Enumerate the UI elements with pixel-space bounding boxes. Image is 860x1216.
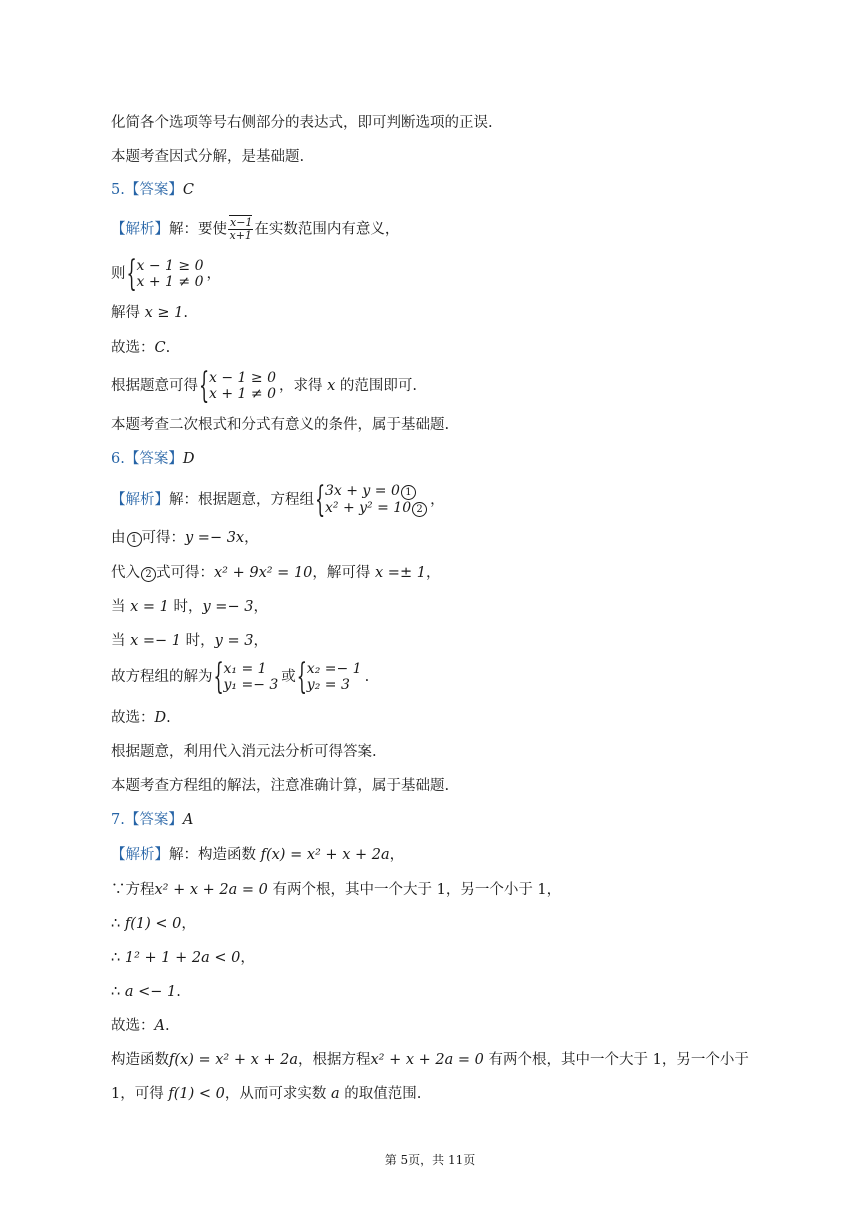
text: ，根据方程 bbox=[298, 1052, 371, 1068]
text: ∴ bbox=[111, 950, 125, 966]
text: 解：要使 bbox=[169, 221, 227, 238]
text: 故选： bbox=[111, 1018, 155, 1034]
text: ，解可得 bbox=[312, 565, 371, 581]
q7-answer-heading bbox=[111, 810, 193, 830]
answer-label: 【答案】 bbox=[124, 182, 183, 198]
math-expression: y =− 3 bbox=[202, 599, 254, 615]
text: 本题考查二次根式和分式有意义的条件，属于基础题. bbox=[111, 417, 450, 433]
q7-analysis-line3 bbox=[111, 914, 196, 934]
math-expression: x² + 9x² = 10 bbox=[214, 565, 313, 581]
q5-analysis-line2 bbox=[111, 258, 221, 290]
q6-analysis-line5 bbox=[111, 631, 268, 651]
text: . bbox=[176, 984, 181, 1000]
math-expression: 1² + 1 + 2a < 0 bbox=[124, 950, 241, 966]
text: 有两个根，其中一个大于 1，另一个小于 bbox=[488, 1052, 749, 1068]
text: ， bbox=[244, 530, 259, 546]
text-line bbox=[111, 147, 304, 167]
system-row: x + 1 ≠ 0 bbox=[209, 386, 276, 402]
text-line bbox=[111, 776, 449, 796]
q6-analysis-line3 bbox=[111, 563, 440, 583]
text: 故选： bbox=[111, 710, 155, 726]
text: 则 bbox=[111, 266, 126, 282]
system-row: { x − 1 ≥ 0 bbox=[209, 370, 276, 386]
math-expression: x² + x + 2a = 0 bbox=[370, 1052, 484, 1068]
system-row: x + 1 ≠ 0 bbox=[136, 274, 204, 290]
system-row: { x₁ = 1 bbox=[223, 661, 267, 677]
system-row: x² + y² = 10 bbox=[325, 500, 412, 516]
math-expression: C bbox=[154, 340, 166, 356]
q5-answer-heading bbox=[111, 180, 194, 200]
text: 化简各个选项等号右侧部分的表达式，即可判断选项的正误. bbox=[111, 115, 493, 131]
q6-analysis-line1 bbox=[111, 483, 445, 517]
page-footer: 第 5页，共 11页 bbox=[384, 1153, 476, 1167]
q6-analysis-line2 bbox=[111, 528, 259, 548]
q7-analysis-line2 bbox=[111, 880, 561, 900]
text: ， bbox=[253, 633, 268, 649]
text: 在实数范围内有意义， bbox=[254, 221, 400, 238]
math-expression: D bbox=[154, 710, 167, 726]
q7-analysis-line7 bbox=[111, 1050, 749, 1070]
solution-system bbox=[298, 661, 362, 693]
system-row: y₁ =− 3 bbox=[223, 677, 279, 693]
question-number: 6. bbox=[111, 451, 125, 467]
math-expression: x = 1 bbox=[130, 599, 169, 615]
text: ， bbox=[181, 916, 196, 932]
math-expression: x bbox=[327, 378, 336, 394]
circled-number: 2 bbox=[141, 567, 156, 582]
q5-analysis-line3 bbox=[111, 303, 188, 323]
analysis-label: 【解析】 bbox=[111, 221, 169, 238]
circled-number: 1 bbox=[127, 532, 142, 547]
text: . bbox=[364, 669, 370, 685]
text-line bbox=[111, 742, 377, 762]
math-expression: a <− 1 bbox=[124, 984, 177, 1000]
math-expression: a bbox=[330, 1086, 340, 1102]
text: 时， bbox=[173, 599, 203, 615]
answer-label: 【答案】 bbox=[124, 812, 183, 828]
question-number: 5. bbox=[111, 182, 125, 198]
answer-value: C bbox=[182, 182, 194, 198]
q6-answer-heading bbox=[111, 449, 194, 469]
text: 代入 bbox=[111, 565, 140, 581]
math-expression: x² + x + 2a = 0 bbox=[154, 882, 268, 898]
text: ∴ bbox=[111, 916, 125, 932]
answer-label: 【答案】 bbox=[124, 451, 183, 467]
q5-analysis-line4 bbox=[111, 338, 170, 358]
text: 根据题意，利用代入消元法分析可得答案. bbox=[111, 744, 377, 760]
q7-analysis-line8 bbox=[111, 1084, 421, 1104]
text: 的取值范围. bbox=[344, 1086, 422, 1102]
q6-analysis-line7 bbox=[111, 708, 171, 728]
math-expression: f(x) = x² + x + 2a bbox=[169, 1052, 298, 1068]
q5-analysis-line5 bbox=[111, 370, 417, 402]
math-expression: x ≥ 1 bbox=[144, 305, 184, 321]
system-row: { x − 1 ≥ 0 bbox=[136, 258, 204, 274]
analysis-label: 【解析】 bbox=[111, 492, 169, 508]
math-expression: f(1) < 0 bbox=[168, 1086, 225, 1102]
text: 的范围即可. bbox=[339, 378, 417, 394]
system-row: { x₂ =− 1 bbox=[306, 661, 362, 677]
text: ， bbox=[389, 847, 405, 863]
q6-analysis-line6 bbox=[111, 661, 369, 693]
text: . bbox=[164, 1018, 170, 1034]
text: 可得： bbox=[141, 530, 185, 546]
text: 本题考查方程组的解法，注意准确计算，属于基础题. bbox=[111, 778, 450, 794]
text: 时， bbox=[185, 633, 215, 649]
text: 当 bbox=[111, 599, 126, 615]
text: 解得 bbox=[111, 305, 140, 321]
text: 有两个根，其中一个大于 1，另一个小于 1， bbox=[272, 882, 562, 898]
solution-system bbox=[215, 661, 279, 693]
math-expression: f(x) = x² + x + 2a bbox=[260, 847, 390, 863]
text: 由 bbox=[111, 530, 126, 546]
text: ， bbox=[240, 950, 255, 966]
text-line bbox=[111, 415, 449, 435]
answer-value: A bbox=[182, 812, 194, 828]
text: 解：构造函数 bbox=[169, 847, 256, 863]
math-expression: y =− 3x bbox=[185, 530, 245, 546]
math-expression: f(1) < 0 bbox=[124, 916, 182, 932]
fraction-expression bbox=[228, 217, 253, 242]
system-row: y₂ = 3 bbox=[306, 677, 350, 693]
text: 本题考查因式分解，是基础题. bbox=[111, 149, 305, 165]
text: ∵方程 bbox=[111, 882, 155, 898]
inequality-system bbox=[128, 258, 204, 290]
text: ，求得 bbox=[278, 378, 323, 394]
text: 式可得： bbox=[156, 565, 214, 581]
text: 根据题意可得 bbox=[111, 378, 198, 394]
text: ， bbox=[425, 565, 441, 581]
text: 或 bbox=[281, 669, 296, 685]
q7-analysis-line6 bbox=[111, 1016, 170, 1036]
math-expression: x =− 1 bbox=[130, 633, 182, 649]
q7-analysis-line5 bbox=[111, 982, 181, 1002]
text: . bbox=[166, 710, 171, 726]
question-number: 7. bbox=[111, 812, 125, 828]
math-expression: A bbox=[154, 1018, 165, 1034]
text: . bbox=[165, 340, 171, 356]
text: 故选： bbox=[111, 340, 155, 356]
math-expression: x =± 1 bbox=[375, 565, 426, 581]
math-expression: y = 3 bbox=[214, 633, 254, 649]
text: 当 bbox=[111, 633, 126, 649]
q7-analysis-line1 bbox=[111, 845, 404, 865]
q6-analysis-line4 bbox=[111, 597, 268, 617]
text: ， bbox=[206, 266, 221, 282]
text: 构造函数 bbox=[111, 1052, 169, 1068]
text: ∴ bbox=[111, 984, 125, 1000]
equation-system bbox=[316, 483, 427, 517]
circled-number: 2 bbox=[412, 502, 427, 517]
system-row: 3x + y = 0 bbox=[325, 483, 400, 499]
analysis-label: 【解析】 bbox=[111, 847, 169, 863]
q5-analysis-line1 bbox=[111, 217, 399, 242]
answer-value: D bbox=[182, 451, 195, 467]
text: ，从而可求实数 bbox=[224, 1086, 327, 1102]
inequality-system bbox=[200, 370, 276, 402]
circled-number: 1 bbox=[401, 485, 416, 500]
text: . bbox=[183, 305, 188, 321]
text: ， bbox=[253, 599, 268, 615]
text-line bbox=[111, 113, 493, 133]
text: 解：根据题意，方程组 bbox=[169, 492, 314, 508]
text: 1，可得 bbox=[111, 1086, 164, 1102]
q7-analysis-line4 bbox=[111, 948, 255, 968]
fraction-denominator: x+1 bbox=[229, 229, 252, 242]
text: ， bbox=[430, 492, 445, 508]
text: 故方程组的解为 bbox=[111, 669, 213, 685]
fraction-numerator: x−1 bbox=[230, 216, 253, 229]
